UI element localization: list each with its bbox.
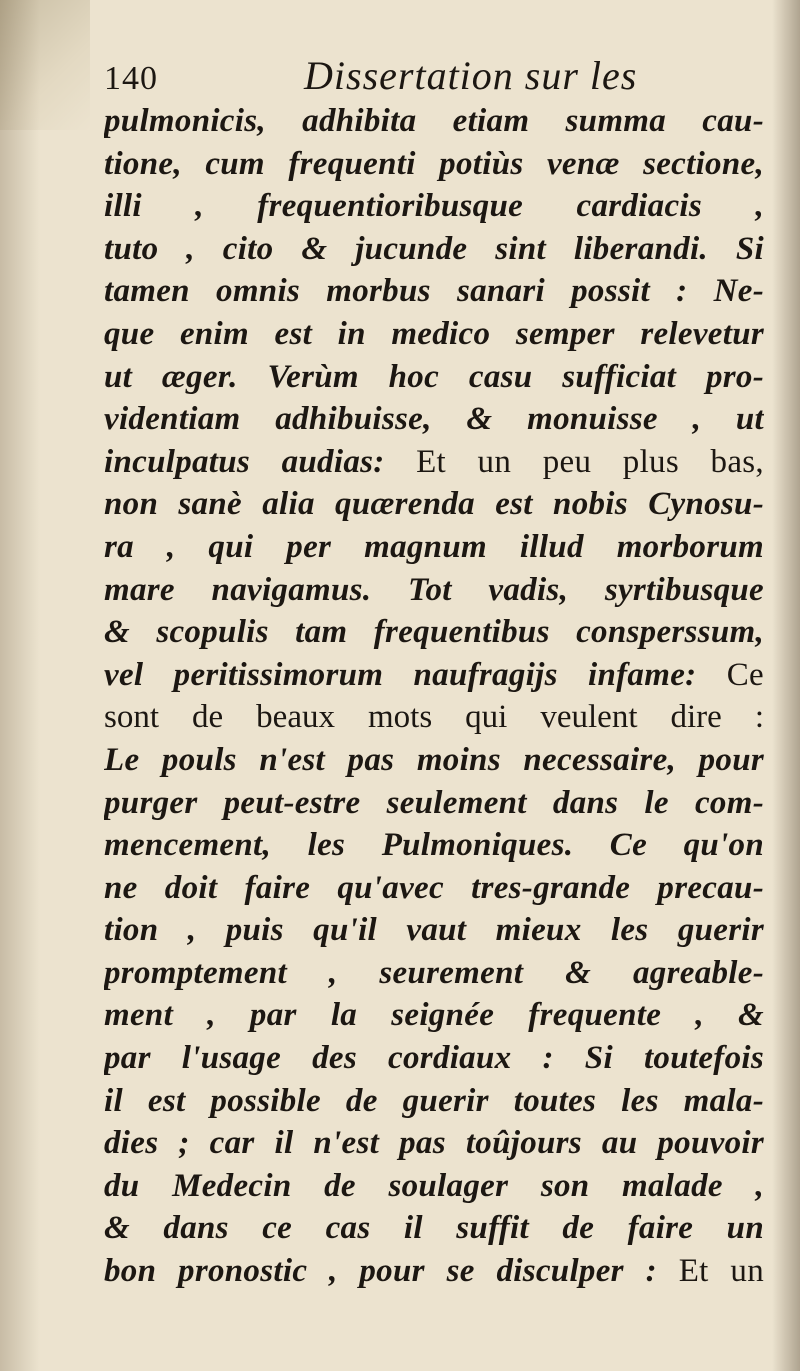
italic-text: illi , frequentioribusque cardiacis , xyxy=(104,188,764,225)
roman-text: Et un peu plus bas, xyxy=(416,443,764,480)
italic-text: & dans ce cas il suffit de faire un xyxy=(104,1210,764,1247)
body-text xyxy=(104,100,764,1293)
text-line xyxy=(104,1165,764,1208)
page-gutter-shadow xyxy=(0,0,40,1371)
text-line xyxy=(104,270,764,313)
italic-text: dies ; car il n'est pas toûjours au pouvoir xyxy=(104,1125,764,1162)
text-line xyxy=(104,611,764,654)
text-line xyxy=(104,654,764,697)
roman-text: sont de beaux mots qui veulent dire : xyxy=(104,699,764,736)
text-line xyxy=(104,228,764,271)
text-line xyxy=(104,185,764,228)
page-edge-shadow xyxy=(772,0,800,1371)
text-line xyxy=(104,526,764,569)
italic-text: par l'usage des cordiaux : Si toutefois xyxy=(104,1040,764,1077)
italic-text: tuto , cito & jucunde sint liberandi. Si xyxy=(104,230,764,267)
italic-text: mare navigamus. Tot vadis, syrtibusque xyxy=(104,571,764,608)
italic-text: bon pronostic , pour se disculper : xyxy=(104,1253,657,1290)
italic-text: inculpatus audias: xyxy=(104,443,385,480)
italic-text: pulmonicis, adhibita etiam summa cau- xyxy=(104,103,764,139)
text-line xyxy=(104,1080,764,1123)
text-line xyxy=(104,313,764,356)
italic-text: tamen omnis morbus sanari possit : Ne- xyxy=(104,273,764,310)
running-head: Dissertation sur les xyxy=(304,53,638,98)
italic-text: mencement, les Pulmoniques. Ce qu'on xyxy=(104,827,764,864)
text-line xyxy=(104,569,764,612)
text-line xyxy=(104,483,764,526)
italic-text: & scopulis tam frequentibus consperssum, xyxy=(104,614,764,651)
page-number: 140 xyxy=(104,60,158,97)
text-line xyxy=(104,909,764,952)
text-line xyxy=(104,356,764,399)
italic-text: ne doit faire qu'avec tres-grande precau- xyxy=(104,869,764,906)
italic-text: promptement , seurement & agreable- xyxy=(104,954,764,991)
text-line xyxy=(104,952,764,995)
italic-text: ut æger. Verùm hoc casu sufficiat pro- xyxy=(104,358,764,395)
text-line xyxy=(104,824,764,867)
roman-text: Ce xyxy=(726,656,764,693)
page-header xyxy=(104,52,754,102)
text-line xyxy=(104,867,764,910)
italic-text: il est possible de guerir toutes les mala- xyxy=(104,1082,764,1119)
italic-text: vel peritissimorum naufragijs infame: xyxy=(104,656,697,693)
italic-text: Le pouls n'est pas moins necessaire, pour xyxy=(104,741,764,778)
text-line xyxy=(104,1122,764,1165)
text-line xyxy=(104,782,764,825)
text-line xyxy=(104,696,764,739)
italic-text: ra , qui per magnum illud morborum xyxy=(104,528,764,565)
italic-text: du Medecin de soulager son malade , xyxy=(104,1167,764,1204)
text-line xyxy=(104,1207,764,1250)
text-line xyxy=(104,1250,764,1293)
text-line xyxy=(104,143,764,186)
italic-text: non sanè alia quærenda est nobis Cynosu- xyxy=(104,486,764,523)
italic-text: tione, cum frequenti potiùs venæ sectione, xyxy=(104,145,764,182)
text-line xyxy=(104,1037,764,1080)
text-line xyxy=(104,398,764,441)
text-line xyxy=(104,994,764,1037)
italic-text: tion , puis qu'il vaut mieux les guerir xyxy=(104,912,764,949)
italic-text: videntiam adhibuisse, & monuisse , ut xyxy=(104,401,764,438)
italic-text: ment , par la seignée frequente , & xyxy=(104,997,764,1034)
text-line xyxy=(104,441,764,484)
text-line xyxy=(104,739,764,782)
text-line xyxy=(104,100,764,143)
roman-text: Et un xyxy=(678,1253,764,1290)
italic-text: purger peut-estre seulement dans le com- xyxy=(104,784,764,821)
italic-text: que enim est in medico semper relevetur xyxy=(104,315,764,352)
